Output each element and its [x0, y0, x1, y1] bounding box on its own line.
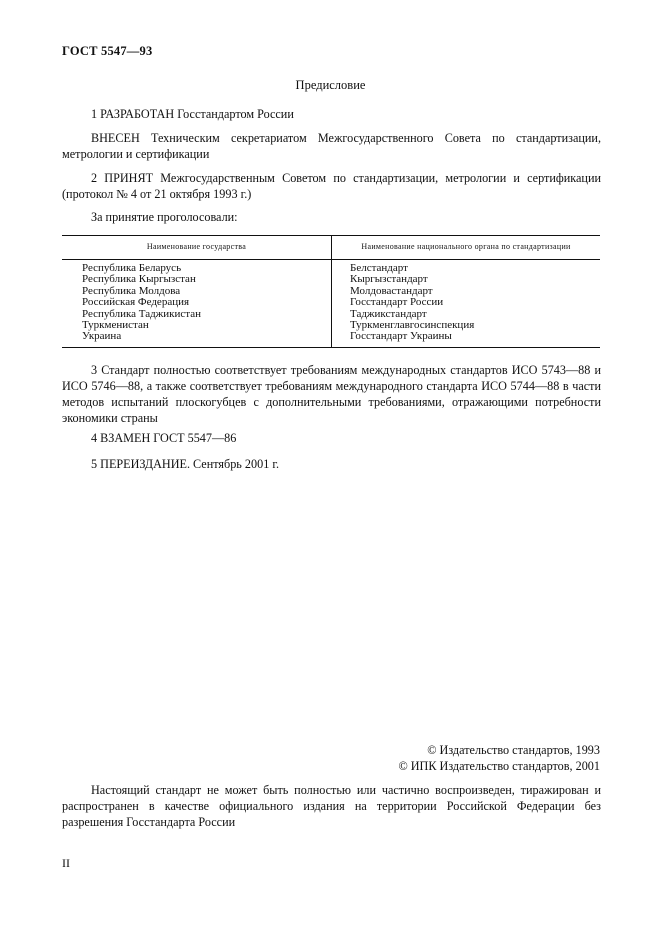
- paragraph-conformity: 3 Стандарт полностью соответствует требованиям международных стандартов ИСО 5743—88 и ИСО 5746—88, а также соответствует требованиям международного стандарта ИСО 5744—88 в части методов испытаний плоскогубцев с дополнительными требованиями, отражающими потребности экономики страны: [62, 363, 601, 425]
- standards-body-name: Молдовастандарт: [350, 284, 433, 297]
- column-header-body: Наименование национального органа по стандартизации: [332, 236, 601, 260]
- paragraph-reissue: [62, 456, 601, 472]
- copyright-line: © ИПК Издательство стандартов, 2001: [398, 759, 600, 773]
- paragraph-developed: [62, 106, 601, 122]
- developed-text: Госстандартом России: [174, 107, 294, 121]
- state-name: Украина: [82, 330, 122, 343]
- state-name: Республика Молдова: [82, 284, 181, 297]
- bodies-cell: [332, 260, 601, 348]
- standards-body-name: Кыргызстандарт: [350, 273, 428, 286]
- adopted-lead: 2 ПРИНЯТ: [91, 171, 154, 185]
- state-name: Республика Таджикистан: [82, 307, 201, 320]
- reissue-lead: 5 ПЕРЕИЗДАНИЕ: [91, 457, 187, 471]
- paragraph-introduced: [62, 130, 601, 162]
- page-number: II: [62, 856, 70, 870]
- vote-label: За принятие проголосовали:: [91, 210, 238, 224]
- standards-body-name: Туркменглавгосинспекция: [350, 319, 475, 332]
- standards-body-name: Госстандарт России: [350, 296, 444, 309]
- paragraph-replaces: 4 ВЗАМЕН ГОСТ 5547—86: [91, 431, 237, 445]
- adopted-text: Межгосударственным Советом по стандартизации, метрологии и сертификации (протокол № 4 от 21 октября 1993 г.): [62, 171, 601, 201]
- states-cell: [62, 260, 332, 348]
- introduced-text: Техническим секретариатом Межгосударственного Совета по стандартизации, метрологии и сертификации: [62, 131, 601, 161]
- standards-body-name: Таджикстандарт: [350, 307, 427, 320]
- document-header: ГОСТ 5547—93: [62, 44, 153, 58]
- page-title: Предисловие: [295, 78, 366, 92]
- voting-table: [62, 235, 600, 348]
- standards-body-name: Белстандарт: [350, 262, 408, 274]
- developed-lead: 1 РАЗРАБОТАН: [91, 107, 175, 121]
- reproduction-notice: Настоящий стандарт не может быть полностью или частично воспроизведен, тиражирован и распространен в качестве официального издания на территории Российской Федерации без разрешения Госстандарта России: [62, 783, 601, 829]
- state-name: Республика Кыргызстан: [82, 273, 196, 286]
- state-name: Туркменистан: [82, 319, 149, 332]
- column-header-state: Наименование государства: [62, 236, 332, 260]
- introduced-lead: ВНЕСЕН: [91, 131, 140, 145]
- copyright-line: © Издательство стандартов, 1993: [427, 743, 600, 757]
- copyright-block: [360, 742, 600, 774]
- reissue-text: . Сентябрь 2001 г.: [186, 457, 280, 471]
- state-name: Республика Беларусь: [82, 262, 182, 274]
- paragraph-adopted: [62, 170, 601, 202]
- standards-body-name: Госстандарт Украины: [350, 330, 452, 343]
- state-name: Российская Федерация: [82, 296, 190, 309]
